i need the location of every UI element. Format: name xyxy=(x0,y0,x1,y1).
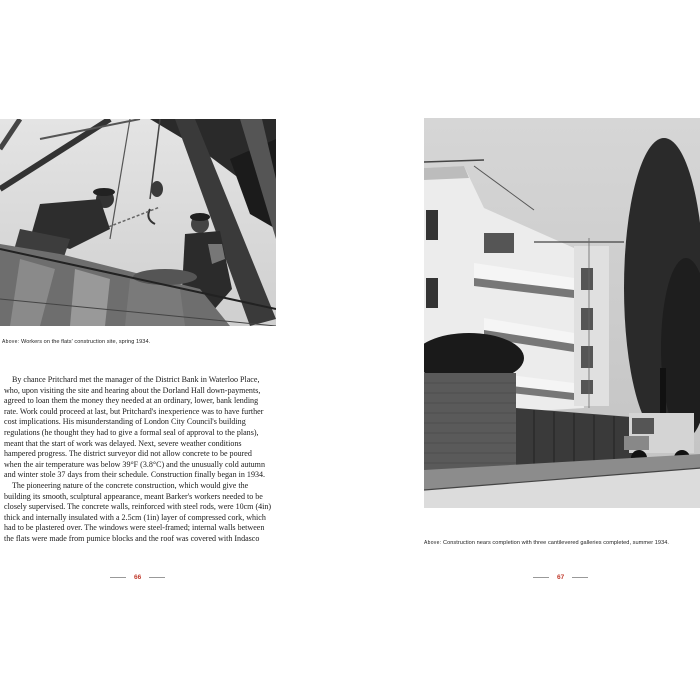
body-line: building its smooth, sculptural appearance, meant Barker's workers needed to be xyxy=(4,491,263,501)
body-line: the flats were made from pumice blocks and the roof was covered with Indasco xyxy=(4,533,260,543)
caption-label: Above: xyxy=(2,339,20,345)
left-photo-caption xyxy=(2,339,150,345)
body-line: By chance Pritchard met the manager of the District Bank in Waterloo Place, xyxy=(12,375,260,384)
body-line: thick and internally insulated with a 2.5cm (1in) layer of compressed cork, which xyxy=(4,512,266,522)
caption-label: Above: xyxy=(424,540,442,546)
body-line: rate. Work could proceed at last, but Pritchard's inexperience was to have further xyxy=(4,406,264,416)
body-line: The pioneering nature of the concrete construction, which would give the xyxy=(12,480,249,490)
page-number: 66 xyxy=(134,574,142,581)
folio-rule xyxy=(533,577,549,578)
body-line: who, upon visiting the site and hearing about the Dorland Hall down-payments, xyxy=(4,385,261,395)
page-number-right xyxy=(533,574,588,581)
folio-rule xyxy=(149,577,165,578)
right-photo-caption xyxy=(424,540,669,546)
body-line: meant that the start of work was delayed. Next, severe weather conditions xyxy=(4,438,242,448)
body-line: and winter stole 37 days from their schedule. Construction finally began in 1934. xyxy=(4,470,266,480)
body-line: cost implications. His misunderstanding of London City Council's building xyxy=(4,417,246,427)
body-line: agreed to loan them the money they needed at an ordinary, lower, bank lending xyxy=(4,396,259,406)
right-page xyxy=(350,0,700,700)
page-number-left xyxy=(110,574,165,581)
caption-text: Workers on the flats' construction site, spring 1934. xyxy=(20,339,151,345)
body-line: regulations (he thought they had to give a formal seal of approval to the plans), xyxy=(4,427,259,437)
page-number: 67 xyxy=(557,574,565,581)
body-line: when the air temperature was below 39°F (3.8°C) and the unusually cold autumn xyxy=(4,459,265,469)
body-line: closely supervised. The concrete walls, reinforced with steel rods, were 10cm (4in) xyxy=(4,502,272,512)
folio-rule xyxy=(572,577,588,578)
folio-rule xyxy=(110,577,126,578)
body-line: hampered progress. The district surveyor did not allow concrete to be poured xyxy=(4,449,252,459)
body-line: had to be plastered over. The windows were steel-framed; internal walls between xyxy=(4,523,265,533)
workers-construction-photo xyxy=(0,119,276,326)
caption-text: Construction nears completion with three cantilevered galleries completed, summer 1934. xyxy=(442,540,670,546)
building-completion-photo xyxy=(424,118,700,508)
body-text xyxy=(4,375,276,545)
